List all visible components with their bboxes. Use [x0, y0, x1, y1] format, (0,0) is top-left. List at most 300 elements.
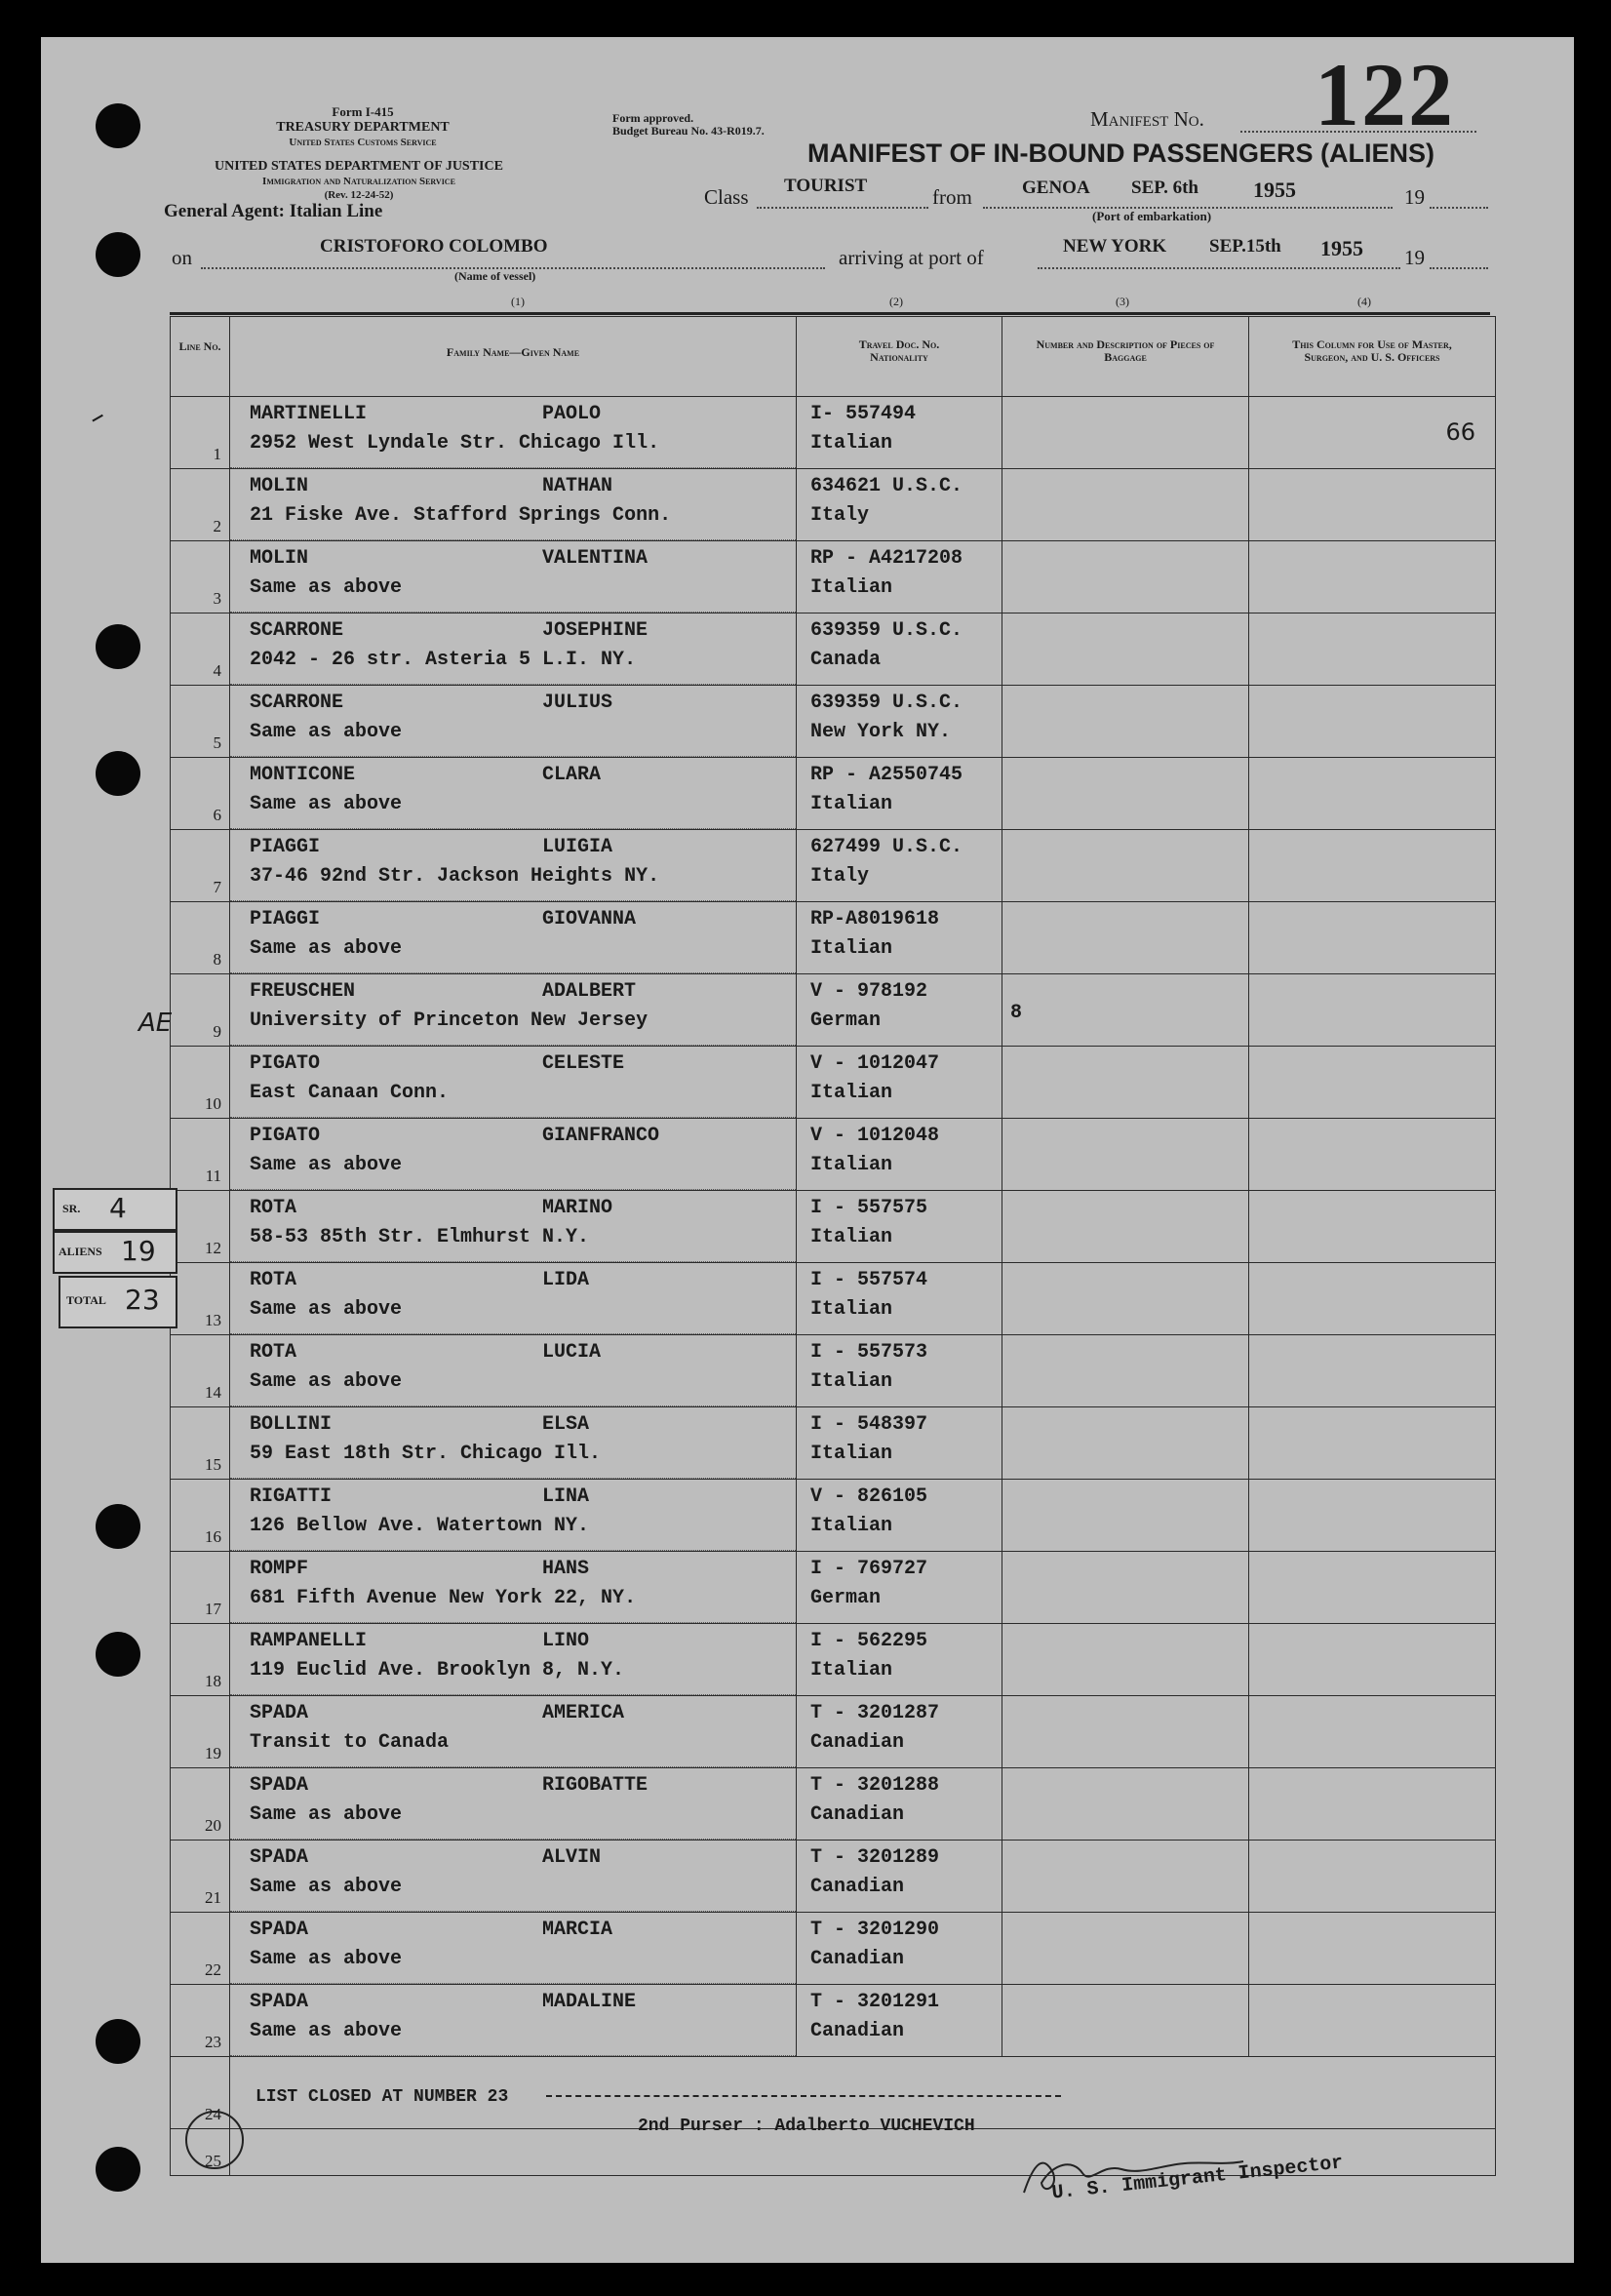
name-cell: [230, 758, 797, 830]
officers-cell: [1249, 902, 1496, 974]
officers-cell: [1249, 397, 1496, 469]
doc-cell: [797, 1407, 1002, 1480]
doc-cell: [797, 1624, 1002, 1696]
travel-doc-number: T - 3201287: [810, 1702, 940, 1724]
col-number-4: (4): [1357, 295, 1371, 308]
line-number: 18: [205, 1672, 221, 1690]
given-name: LINA: [542, 1485, 590, 1508]
given-name: MARCIA: [542, 1919, 613, 1941]
nationality: Italian: [810, 1298, 893, 1321]
officers-cell: [1249, 1263, 1496, 1335]
officers-cell: [1249, 1407, 1496, 1480]
family-name: ROTA: [250, 1341, 297, 1364]
doc-cell: [797, 1119, 1002, 1191]
name-cell: [230, 614, 797, 686]
given-name: LUIGIA: [542, 836, 613, 858]
given-name: GIOVANNA: [542, 908, 637, 930]
travel-doc-number: I - 562295: [810, 1630, 928, 1652]
doc-cell: [797, 1913, 1002, 1985]
table-row: [171, 1841, 1496, 1913]
family-name: SPADA: [250, 1774, 309, 1797]
address: University of Princeton New Jersey: [250, 1009, 648, 1032]
name-cell: [230, 1552, 797, 1624]
baggage-cell: [1002, 397, 1249, 469]
address: Same as above: [250, 793, 403, 815]
baggage-cell: [1002, 614, 1249, 686]
arrival-port: NEW YORK: [1063, 236, 1167, 257]
nationality: Canadian: [810, 1876, 905, 1898]
punch-hole: [96, 1632, 140, 1677]
doc-cell: [797, 614, 1002, 686]
address: 21 Fiske Ave. Stafford Springs Conn.: [250, 504, 672, 527]
doc-cell: [797, 1841, 1002, 1913]
name-cell: [230, 1913, 797, 1985]
travel-doc-number: 639359 U.S.C.: [810, 692, 963, 714]
travel-doc-number: I - 557575: [810, 1197, 928, 1219]
punch-hole: [96, 624, 140, 669]
address: 58-53 85th Str. Elmhurst N.Y.: [250, 1226, 590, 1248]
address: 126 Bellow Ave. Watertown NY.: [250, 1515, 590, 1537]
punch-hole: [96, 103, 140, 148]
doc-cell: [797, 830, 1002, 902]
family-name: SPADA: [250, 1846, 309, 1869]
nationality: Italy: [810, 865, 870, 888]
given-name: MARINO: [542, 1197, 613, 1219]
officers-cell: [1249, 1552, 1496, 1624]
margin-note: AE: [138, 1009, 173, 1038]
name-cell: [230, 1841, 797, 1913]
closing-dash: [546, 2095, 1061, 2097]
travel-doc-number: V - 978192: [810, 980, 928, 1003]
doc-cell: [797, 1191, 1002, 1263]
travel-doc-number: RP - A2550745: [810, 764, 963, 786]
embark-date: SEP. 6th: [1131, 178, 1198, 198]
given-name: LIDA: [542, 1269, 590, 1291]
line-number: 21: [205, 1888, 221, 1907]
inspector-label: U. S. Immigrant Inspector: [1050, 2152, 1345, 2205]
arrival-line: [1038, 263, 1400, 269]
table-row: [171, 1913, 1496, 1985]
address: Same as above: [250, 721, 403, 743]
baggage-cell: [1002, 1768, 1249, 1841]
line-number: 17: [205, 1600, 221, 1618]
form-approved: Form approved.: [612, 111, 694, 125]
punch-hole: [96, 1504, 140, 1549]
customs-service: United States Customs Service: [289, 137, 437, 148]
line-number-cell: [171, 469, 230, 541]
line-number: 16: [205, 1527, 221, 1546]
name-cell: [230, 397, 797, 469]
line-number: 10: [205, 1094, 221, 1113]
table-row: [171, 1119, 1496, 1191]
nationality: Italian: [810, 1443, 893, 1465]
arriving-label: arriving at port of: [839, 246, 984, 269]
officers-cell: [1249, 686, 1496, 758]
officers-cell: [1249, 1841, 1496, 1913]
line-number-cell: [171, 397, 230, 469]
line-number: 19: [205, 1744, 221, 1762]
line-number-cell: [171, 1119, 230, 1191]
address: 37-46 92nd Str. Jackson Heights NY.: [250, 865, 660, 888]
name-cell: [230, 1985, 797, 2057]
officers-cell: [1249, 614, 1496, 686]
table-row: [171, 902, 1496, 974]
table-row: [171, 1191, 1496, 1263]
line-number: 2: [213, 517, 221, 535]
given-name: ADALBERT: [542, 980, 637, 1003]
given-name: JOSEPHINE: [542, 619, 648, 642]
nationality: Italian: [810, 793, 893, 815]
from-label: from: [932, 185, 972, 209]
family-name: SCARRONE: [250, 692, 344, 714]
line-number-cell: [171, 1480, 230, 1552]
name-cell: [230, 541, 797, 614]
baggage-cell: [1002, 1335, 1249, 1407]
line-number: 12: [205, 1239, 221, 1257]
line-number-cell: [171, 1696, 230, 1768]
line-number: 5: [213, 733, 221, 752]
embark-year: 1955: [1253, 178, 1296, 202]
address: Transit to Canada: [250, 1731, 450, 1754]
col-header-baggage: Number and Description of Pieces of Baggage: [1002, 317, 1249, 397]
name-cell: [230, 469, 797, 541]
vessel-caption: (Name of vessel): [454, 269, 536, 283]
given-name: LUCIA: [542, 1341, 602, 1364]
row-dotted-rule: [230, 2055, 796, 2056]
doc-cell: [797, 1768, 1002, 1841]
baggage-cell: [1002, 469, 1249, 541]
address: Same as above: [250, 1948, 403, 1970]
officers-cell: [1249, 1191, 1496, 1263]
table-row: [171, 1263, 1496, 1335]
table-row: [171, 1985, 1496, 2057]
header-rule: [170, 312, 1490, 315]
baggage-cell: [1002, 974, 1249, 1047]
given-name: LINO: [542, 1630, 590, 1652]
line-number: 6: [213, 806, 221, 824]
travel-doc-number: 634621 U.S.C.: [810, 475, 963, 497]
name-cell: [230, 974, 797, 1047]
officers-cell: [1249, 1696, 1496, 1768]
line-number-cell: [171, 1191, 230, 1263]
doc-cell: [797, 469, 1002, 541]
travel-doc-number: 627499 U.S.C.: [810, 836, 963, 858]
name-cell: [230, 1407, 797, 1480]
tally-total-value: 23: [125, 1284, 160, 1316]
address: Same as above: [250, 1803, 403, 1826]
line-number-cell: [171, 541, 230, 614]
line-number: 3: [213, 589, 221, 608]
nationality: Italian: [810, 1154, 893, 1176]
nationality: Canada: [810, 649, 882, 671]
tally-sr-value: 4: [109, 1192, 127, 1224]
baggage-cell: [1002, 1119, 1249, 1191]
line-number: 8: [213, 950, 221, 969]
doj-label: UNITED STATES DEPARTMENT OF JUSTICE: [215, 159, 503, 174]
family-name: MARTINELLI: [250, 403, 368, 425]
arrival-year: 1955: [1320, 236, 1363, 260]
baggage-cell: [1002, 686, 1249, 758]
line-number-cell: [171, 1624, 230, 1696]
travel-doc-number: RP - A4217208: [810, 547, 963, 570]
baggage-cell: [1002, 1841, 1249, 1913]
col-header-doc: Travel Doc. No. Nationality: [797, 317, 1002, 397]
travel-doc-number: I - 769727: [810, 1558, 928, 1580]
nationality: New York NY.: [810, 721, 952, 743]
table-row: [171, 1552, 1496, 1624]
table-row: [171, 1335, 1496, 1407]
tally-sr-label: SR.: [62, 1202, 81, 1215]
nationality: Italian: [810, 937, 893, 960]
given-name: JULIUS: [542, 692, 613, 714]
family-name: PIGATO: [250, 1052, 321, 1075]
travel-doc-number: I - 557573: [810, 1341, 928, 1364]
address: Same as above: [250, 1370, 403, 1393]
line-number: 20: [205, 1816, 221, 1835]
address: 2042 - 26 str. Asteria 5 L.I. NY.: [250, 649, 637, 671]
baggage-cell: [1002, 1552, 1249, 1624]
family-name: MONTICONE: [250, 764, 356, 786]
line-number: 11: [205, 1167, 221, 1185]
name-cell: [230, 902, 797, 974]
travel-doc-number: 639359 U.S.C.: [810, 619, 963, 642]
address: East Canaan Conn.: [250, 1082, 450, 1104]
line-number: 1: [213, 445, 221, 463]
line-number-cell: [171, 1552, 230, 1624]
budget-bureau: Budget Bureau No. 43-R019.7.: [612, 124, 765, 138]
line-number-cell: [171, 830, 230, 902]
name-cell: [230, 1263, 797, 1335]
baggage-cell: [1002, 541, 1249, 614]
nationality: Canadian: [810, 1803, 905, 1826]
line-number: 24: [205, 2105, 221, 2123]
family-name: RAMPANELLI: [250, 1630, 368, 1652]
embark-port: GENOA: [1022, 178, 1090, 198]
port-embark-caption: (Port of embarkation): [1092, 209, 1212, 223]
manifest-title: MANIFEST OF IN-BOUND PASSENGERS (ALIENS): [807, 139, 1435, 168]
baggage-cell: [1002, 1263, 1249, 1335]
doc-cell: [797, 974, 1002, 1047]
nationality: Canadian: [810, 1948, 905, 1970]
address: Same as above: [250, 1154, 403, 1176]
name-cell: [230, 1624, 797, 1696]
punch-hole: [96, 2147, 140, 2192]
table-row: [171, 974, 1496, 1047]
doc-cell: [797, 1263, 1002, 1335]
manifest-label: Manifest No.: [1090, 107, 1204, 131]
year-line: [1430, 263, 1488, 269]
family-name: BOLLINI: [250, 1413, 333, 1436]
given-name: VALENTINA: [542, 547, 648, 570]
officers-cell: [1249, 1768, 1496, 1841]
travel-doc-number: T - 3201291: [810, 1991, 940, 2013]
year-suffix: 19: [1404, 185, 1425, 209]
col-header-officers: This Column for Use of Master, Surgeon, and U. S. Officers: [1249, 317, 1496, 397]
address: Same as above: [250, 2020, 403, 2042]
line-number: 25: [205, 2152, 221, 2170]
nationality: German: [810, 1009, 882, 1032]
on-label: on: [172, 246, 192, 269]
tally-box: [53, 1188, 176, 1364]
officers-cell: [1249, 1480, 1496, 1552]
address: Same as above: [250, 937, 403, 960]
line-number: 15: [205, 1455, 221, 1474]
doc-cell: [797, 1335, 1002, 1407]
line-number-cell: [171, 686, 230, 758]
doc-cell: [797, 758, 1002, 830]
baggage-cell: [1002, 1696, 1249, 1768]
table-row: [171, 469, 1496, 541]
punch-hole: [96, 751, 140, 796]
name-cell: [230, 1047, 797, 1119]
line-number-cell: [171, 1263, 230, 1335]
name-cell: [230, 830, 797, 902]
given-name: ALVIN: [542, 1846, 602, 1869]
doc-cell: [797, 1696, 1002, 1768]
doc-cell: [797, 902, 1002, 974]
line-number-cell: [171, 1768, 230, 1841]
line-number-cell: [171, 614, 230, 686]
travel-doc-number: RP-A8019618: [810, 908, 940, 930]
form-number: Form I-415: [332, 104, 394, 119]
doc-cell: [797, 1480, 1002, 1552]
family-name: PIAGGI: [250, 836, 321, 858]
officers-note: 66: [1445, 418, 1475, 446]
baggage-cell: [1002, 1407, 1249, 1480]
family-name: SCARRONE: [250, 619, 344, 642]
year-line: [1430, 203, 1488, 209]
doc-cell: [797, 1047, 1002, 1119]
family-name: PIGATO: [250, 1125, 321, 1147]
nationality: Italian: [810, 1226, 893, 1248]
name-cell: [230, 1768, 797, 1841]
travel-doc-number: I - 548397: [810, 1413, 928, 1436]
name-cell: [230, 1335, 797, 1407]
travel-doc-number: I - 557574: [810, 1269, 928, 1291]
given-name: NATHAN: [542, 475, 613, 497]
col-number-2: (2): [889, 295, 903, 308]
line-number: 7: [213, 878, 221, 896]
travel-doc-number: V - 1012048: [810, 1125, 940, 1147]
line-number-cell: [171, 1335, 230, 1407]
address: 59 East 18th Str. Chicago Ill.: [250, 1443, 602, 1465]
line-number: 9: [213, 1022, 221, 1041]
given-name: CELESTE: [542, 1052, 625, 1075]
doc-cell: [797, 1552, 1002, 1624]
given-name: GIANFRANCO: [542, 1125, 660, 1147]
family-name: SPADA: [250, 1702, 309, 1724]
address: 119 Euclid Ave. Brooklyn 8, N.Y.: [250, 1659, 625, 1682]
line-number-cell: [171, 758, 230, 830]
line-number: 4: [213, 661, 221, 680]
officers-cell: [1249, 541, 1496, 614]
baggage-cell: [1002, 1191, 1249, 1263]
family-name: MOLIN: [250, 547, 309, 570]
line-number-cell: [171, 1913, 230, 1985]
table-row: [171, 541, 1496, 614]
line-number-cell: [171, 1841, 230, 1913]
family-name: MOLIN: [250, 475, 309, 497]
nationality: Italy: [810, 504, 870, 527]
line-number: 13: [205, 1311, 221, 1329]
line-number-cell: [171, 974, 230, 1047]
name-cell: [230, 1696, 797, 1768]
given-name: PAOLO: [542, 403, 602, 425]
tally-aliens-value: 19: [121, 1235, 156, 1267]
vessel-name: CRISTOFORO COLOMBO: [320, 236, 548, 257]
travel-doc-number: T - 3201288: [810, 1774, 940, 1797]
doc-cell: [797, 397, 1002, 469]
line-number: 23: [205, 2033, 221, 2051]
punch-hole: [96, 2019, 140, 2064]
nationality: Italian: [810, 1370, 893, 1393]
given-name: ELSA: [542, 1413, 590, 1436]
arrival-date: SEP.15th: [1209, 236, 1281, 257]
table-row: [171, 1624, 1496, 1696]
travel-doc-number: V - 1012047: [810, 1052, 940, 1075]
name-cell: [230, 1480, 797, 1552]
travel-doc-number: T - 3201290: [810, 1919, 940, 1941]
baggage-cell: [1002, 902, 1249, 974]
year-suffix: 19: [1404, 246, 1425, 269]
address: 681 Fifth Avenue New York 22, NY.: [250, 1587, 637, 1609]
address: Same as above: [250, 1876, 403, 1898]
doc-cell: [797, 1985, 1002, 2057]
nationality: Italian: [810, 432, 893, 455]
travel-doc-number: T - 3201289: [810, 1846, 940, 1869]
line-number: 22: [205, 1960, 221, 1979]
margin-tick: –: [82, 398, 112, 436]
col-header-line: Line No.: [171, 317, 230, 397]
nationality: German: [810, 1587, 882, 1609]
passenger-table: [170, 316, 1496, 2176]
name-cell: [230, 1119, 797, 1191]
nationality: Italian: [810, 1082, 893, 1104]
col-number-1: (1): [511, 295, 525, 308]
line-number-cell: [171, 1407, 230, 1480]
address: 2952 West Lyndale Str. Chicago Ill.: [250, 432, 660, 455]
officers-cell: [1249, 1335, 1496, 1407]
doc-cell: [797, 541, 1002, 614]
given-name: AMERICA: [542, 1702, 625, 1724]
nationality: Italian: [810, 1659, 893, 1682]
table-row: [171, 1047, 1496, 1119]
given-name: RIGOBATTE: [542, 1774, 648, 1797]
family-name: ROTA: [250, 1197, 297, 1219]
officers-cell: [1249, 758, 1496, 830]
baggage-cell: [1002, 830, 1249, 902]
nationality: Italian: [810, 576, 893, 599]
baggage-count: 8: [1010, 1002, 1023, 1024]
tally-total-label: TOTAL: [66, 1293, 106, 1307]
travel-doc-number: V - 826105: [810, 1485, 928, 1508]
family-name: SPADA: [250, 1919, 309, 1941]
doc-cell: [797, 686, 1002, 758]
given-name: HANS: [542, 1558, 590, 1580]
family-name: RIGATTI: [250, 1485, 333, 1508]
address: Same as above: [250, 576, 403, 599]
nationality: Italian: [810, 1515, 893, 1537]
table-row: [171, 686, 1496, 758]
officers-cell: [1249, 1047, 1496, 1119]
travel-doc-number: I- 557494: [810, 403, 917, 425]
class-line: [757, 203, 928, 209]
general-agent: General Agent: Italian Line: [164, 201, 383, 221]
name-cell: [230, 686, 797, 758]
baggage-cell: [1002, 1985, 1249, 2057]
family-name: FREUSCHEN: [250, 980, 356, 1003]
purser-line: 2nd Purser : Adalberto VUCHEVICH: [638, 2117, 975, 2136]
